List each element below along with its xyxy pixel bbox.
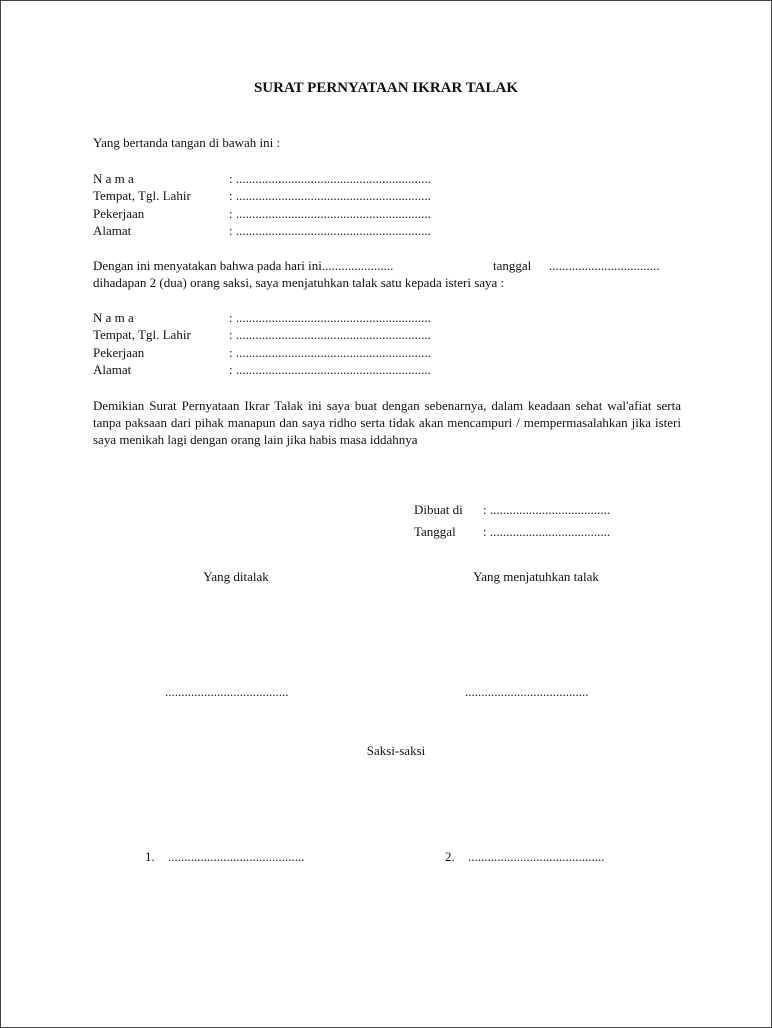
person1-address-label: Alamat <box>93 223 132 238</box>
person2-name-value: : ............................................................ <box>229 310 431 325</box>
person2-job-value: : ............................................................ <box>229 345 431 360</box>
signature-right-line: ...................................... <box>465 684 589 699</box>
signature-left-label: Yang ditalak <box>203 569 269 584</box>
witness-2-number: 2. <box>445 849 455 864</box>
signature-left-line: ...................................... <box>165 684 289 699</box>
intro-text: Yang bertanda tangan di bawah ini : <box>93 135 281 150</box>
closing-paragraph: Demikian Surat Pernyataan Ikrar Talak ini saya buat dengan sebenarnya, dalam keadaan sehat wal'afiat serta tanpa paksaan dari pihak manapun dan saya ridho serta tidak akan mencampuri / mempermasalahkan jika isteri saya menikah lagi dengan orang lain jika habis masa iddahnya <box>93 398 681 447</box>
signature-right-label: Yang menjatuhkan talak <box>473 569 599 584</box>
person2-birth-value: : ............................................................ <box>229 327 431 342</box>
person1-job-label: Pekerjaan <box>93 206 145 221</box>
tanggal-value: : ..................................... <box>483 524 611 539</box>
person2-job-label: Pekerjaan <box>93 345 145 360</box>
tanggal-label: Tanggal <box>414 524 456 539</box>
person1-job-value: : ............................................................ <box>229 206 431 221</box>
person1-address-value: : ............................................................ <box>229 223 431 238</box>
witness-heading: Saksi-saksi <box>366 743 426 758</box>
person1-birth-value: : ............................................................ <box>229 188 431 203</box>
witness-2-line: .......................................... <box>468 849 605 864</box>
statement-line2: dihadapan 2 (dua) orang saksi, saya menjatuhkan talak satu kepada isteri saya : <box>93 275 505 290</box>
witness-1-line: .......................................... <box>168 849 305 864</box>
person2-address-value: : ............................................................ <box>229 362 431 377</box>
dibuat-value: : ..................................... <box>483 502 611 517</box>
dibuat-label: Dibuat di <box>414 502 463 517</box>
person2-address-label: Alamat <box>93 362 132 377</box>
person1-birth-label: Tempat, Tgl. Lahir <box>93 188 191 203</box>
statement-line1-part1: Dengan ini menyatakan bahwa pada hari ini...................... <box>93 258 394 273</box>
document-title: SURAT PERNYATAAN IKRAR TALAK <box>253 80 519 96</box>
person1-name-label: N a m a <box>93 171 134 186</box>
witness-1-number: 1. <box>145 849 155 864</box>
person2-birth-label: Tempat, Tgl. Lahir <box>93 327 191 342</box>
person2-name-label: N a m a <box>93 310 134 325</box>
statement-line1-part3: .................................. <box>549 258 660 273</box>
statement-line1-part2: tanggal <box>493 258 532 273</box>
person1-name-value: : ............................................................ <box>229 171 431 186</box>
